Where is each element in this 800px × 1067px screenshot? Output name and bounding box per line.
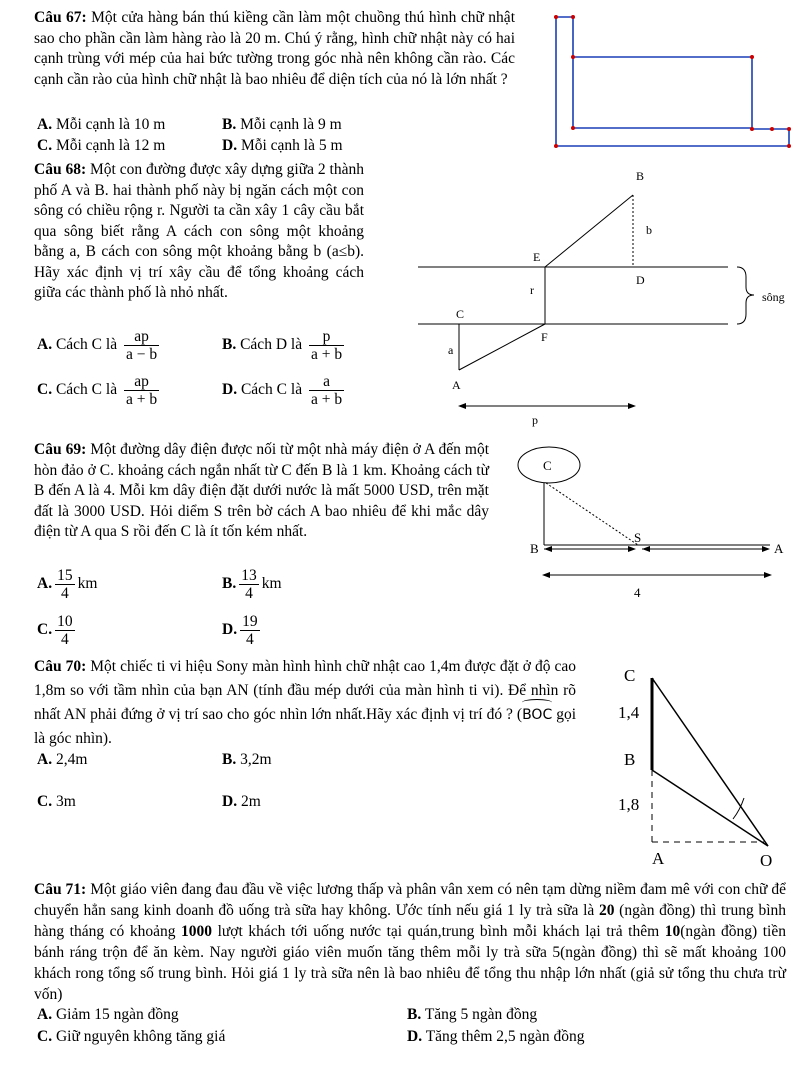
question-67-text: Câu 67: Một cửa hàng bán thú kiềng cần làm một chuồng thú hình chữ nhật sao cho phần cần làm hàng rào là 20 m. Chú ý rằng, hình chữ nhật này có hai cạnh trùng với mép của hai bức tường trong góc nhà nên không cần rào. Các cạnh cần rào của hình chữ nhật là bao nhiêu để diện tích của nó là lớn nhất ? bbox=[34, 9, 515, 88]
label-o: O bbox=[760, 851, 773, 870]
label-a: A bbox=[774, 541, 784, 556]
label-14: 1,4 bbox=[618, 703, 640, 722]
q67-option-d[interactable]: D. Mỗi cạnh là 5 m bbox=[222, 137, 343, 154]
label-4: 4 bbox=[634, 585, 641, 600]
q67-option-a[interactable]: A. Mỗi cạnh là 10 m bbox=[37, 116, 166, 133]
q71-option-c[interactable]: C. Giữ nguyên không tăng giá bbox=[37, 1028, 226, 1045]
question-label: Câu 71: bbox=[34, 881, 87, 898]
q70-option-b[interactable]: B. 3,2m bbox=[222, 751, 272, 768]
label-b: B bbox=[624, 750, 636, 769]
q71-option-a[interactable]: A. Giảm 15 ngàn đồng bbox=[37, 1006, 179, 1023]
label-a: A bbox=[652, 849, 665, 868]
q68-option-a[interactable]: A. Cách C là $\frac{ap}{a - b}$ bbox=[37, 328, 158, 363]
q70-option-c[interactable]: C. 3m bbox=[37, 793, 76, 810]
question-71-text: Câu 71: Một giáo viên đang đau đầu về việc lương thấp và phân vân xem có nên tạm dừng niềm đam mê với con chữ để chuyển hẳn sang kinh doanh đồ uống trà sữa hay không. Ước tính nếu giá 1 ly trà sữa là 20 (ngàn đồng) thì trung bình hàng tháng có khoảng 1000 lượt khách tới uống nước tại quán,trung bình mỗi khách lại trả thêm 10(ngàn đồng) tiền bánh ráng trộn để ăn kèm. Nay người giáo viên muốn tăng thêm mỗi ly trà sữa 5(ngàn đồng) thì sẽ mất khoảng 100 khách rong tổng số trung bình. Hỏi giá 1 ly trà sữa nên là bao nhiêu để tổng thu nhập lớn nhất (giả sử tổng thu chưa trừ vốn) bbox=[34, 881, 787, 1003]
q70-option-a[interactable]: A. 2,4m bbox=[37, 751, 88, 768]
sight-o-b bbox=[652, 770, 768, 846]
label-e: E bbox=[533, 250, 541, 264]
label-b: B bbox=[530, 541, 539, 556]
label-18: 1,8 bbox=[618, 795, 640, 814]
label-b: B bbox=[636, 169, 645, 183]
question-70-text: Câu 70: Một chiếc ti vi hiệu Sony màn hình hình chữ nhật cao 1,4m được đặt ở độ cao 1,8m so với tầm nhìn của bạn AN (tính đầu mép dưới của màn hình ti vi). Để nhìn rõ nhất AN phải đứng ở vị trí sao cho góc nhìn lớn nhất.Hãy xác định vị trí đó ? (BOC gọi là góc nhìn). bbox=[34, 658, 577, 747]
sight-o-c bbox=[652, 678, 768, 846]
q71-option-b[interactable]: B. Tăng 5 ngàn đồng bbox=[407, 1006, 538, 1023]
question-label: Câu 69: bbox=[34, 441, 87, 458]
label-b-dist: b bbox=[646, 223, 652, 237]
angle-boc: BOC bbox=[522, 703, 552, 727]
question-68-text: Câu 68: Một con đường được xây dựng giữa 2 thành phố A và B. hai thành phố này bị ngăn cách một con sông có chiều rộng r. Người ta cần xây 1 cây cầu bắt qua sông biết rằng A cách con sông một khoảng bằng a, B cách con sông một khoảng bằng b (a≤b). Hãy xác định vị trí xây cầu để tổng khoảng cách giữa các thành phố là nhỏ nhất. bbox=[34, 161, 364, 301]
q67-option-b[interactable]: B. Mỗi cạnh là 9 m bbox=[222, 116, 342, 133]
label-c: C bbox=[624, 666, 636, 685]
label-a-dist: a bbox=[448, 343, 454, 357]
q69-option-d[interactable]: D. $\frac{19}{4}$ bbox=[222, 613, 258, 648]
q71-option-d[interactable]: D. Tăng thêm 2,5 ngàn đồng bbox=[407, 1028, 585, 1045]
q69-option-c[interactable]: C. $\frac{10}{4}$ bbox=[37, 613, 73, 648]
question-label: Câu 68: bbox=[34, 161, 87, 178]
question-label: Câu 70: bbox=[34, 658, 87, 675]
label-a: A bbox=[452, 378, 461, 392]
label-song: sông bbox=[762, 290, 785, 304]
label-s: S bbox=[634, 530, 642, 545]
label-r: r bbox=[530, 283, 534, 297]
label-d: D bbox=[636, 273, 645, 287]
question-label: Câu 67: bbox=[34, 9, 87, 26]
label-c: C bbox=[543, 458, 552, 473]
label-c: C bbox=[456, 307, 465, 321]
q68-option-c[interactable]: C. Cách C là $\frac{ap}{a + b}$ bbox=[37, 373, 158, 408]
question-69-text: Câu 69: Một đường dây điện được nối từ một nhà máy điện ở A đến một hòn đảo ở C. khoảng cách ngắn nhất từ C đến B là 1 km. Khoảng cách từ B đến A là 4. Mỗi km dây điện đặt dưới nước là mất 5000 USD, trên mặt đất là 3000 USD. Hỏi diểm S trên bờ cách A bao nhiêu để khi mắc dây điện từ A qua S rồi đến C là ít tốn kém nhất. bbox=[34, 441, 489, 540]
q69-option-b[interactable]: B. $\frac{13}{4}$ km bbox=[222, 567, 282, 602]
q68-option-d[interactable]: D. Cách C là $\frac{a}{a + b}$ bbox=[222, 373, 343, 408]
q68-option-b[interactable]: B. Cách D là $\frac{p}{a + b}$ bbox=[222, 328, 343, 363]
q70-option-d[interactable]: D. 2m bbox=[222, 793, 261, 810]
label-f: F bbox=[541, 330, 548, 344]
q67-option-c[interactable]: C. Mỗi cạnh là 12 m bbox=[37, 137, 166, 154]
q69-option-a[interactable]: A. $\frac{15}{4}$ km bbox=[37, 567, 98, 602]
label-p: p bbox=[532, 413, 538, 427]
